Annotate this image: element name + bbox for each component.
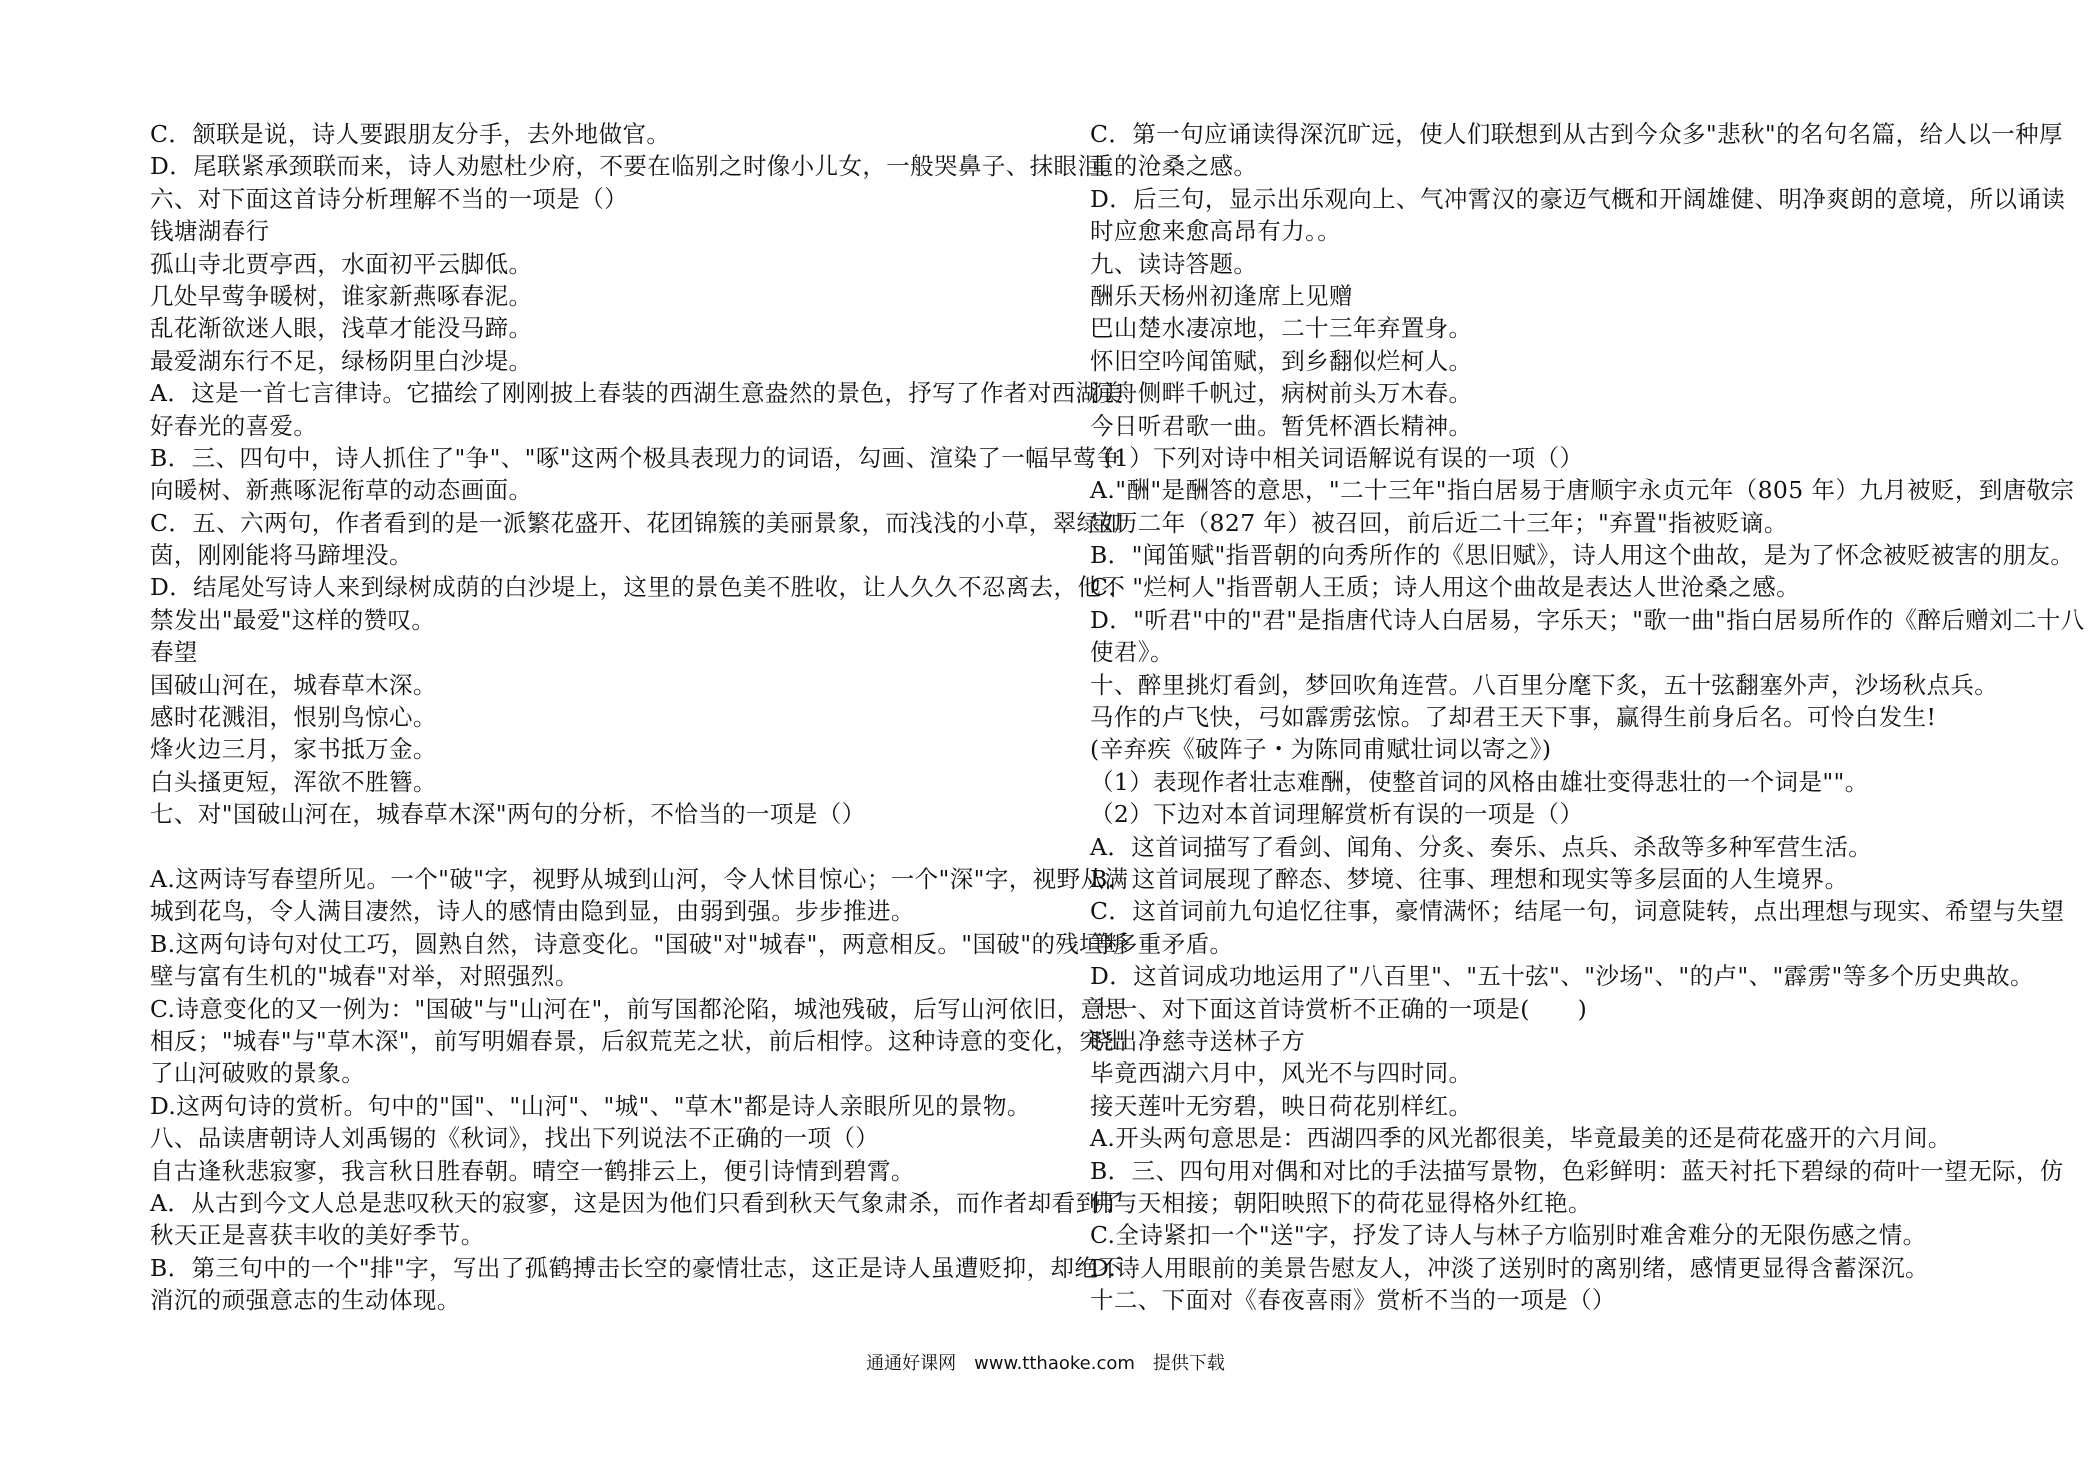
text-line: 酬乐天杨州初逢席上见赠 — [1090, 281, 1353, 310]
text-line: D．这首词成功地运用了"八百里"、"五十弦"、"沙场"、"的卢"、"霹雳"等多个历史典故。 — [1090, 962, 2034, 991]
text-line: 好春光的喜爱。 — [150, 411, 318, 440]
text-line: （1）下列对诗中相关词语解说有误的一项（） — [1090, 443, 1584, 472]
text-line: 巴山楚水凄凉地，二十三年弃置身。 — [1090, 314, 1473, 343]
text-line: 晓出净慈寺送林子方 — [1090, 1026, 1306, 1055]
blank-line — [150, 831, 1045, 863]
text-line: 时应愈来愈高昂有力。。 — [1090, 217, 1342, 246]
text-line: D．结尾处写诗人来到绿树成荫的白沙堤上，这里的景色美不胜收，让人久久不忍离去，他不 — [150, 573, 1126, 602]
text-line: C.全诗紧扣一个"送"字，抒发了诗人与林子方临别时难舍难分的无限伤感之情。 — [1090, 1221, 1927, 1250]
text-line: 沉舟侧畔千帆过，病树前头万木春。 — [1090, 379, 1473, 408]
text-line: 国破山河在，城春草木深。 — [150, 670, 437, 699]
text-line: B．三、四句用对偶和对比的手法描写景物，色彩鲜明：蓝天衬托下碧绿的荷叶一望无际，仿 — [1090, 1156, 2064, 1185]
text-line: C．"烂柯人"指晋朝人王质；诗人用这个曲故是表达人世沧桑之感。 — [1090, 573, 1800, 602]
left-column — [150, 118, 1129, 1316]
text-line: C．五、六两句，作者看到的是一派繁花盛开、花团锦簇的美丽景象，而浅浅的小草，翠绿如 — [150, 508, 1125, 537]
text-line: 毕竟西湖六月中，风光不与四时同。 — [1090, 1059, 1473, 1088]
text-line: B．三、四句中，诗人抓住了"争"、"啄"这两个极具表现力的词语，勾画、渲染了一幅早莺争 — [150, 443, 1121, 472]
text-line: B.这两句诗句对仗工巧，圆熟自然，诗意变化。"国破"对"城春"，两意相反。"国破"的残垣断 — [150, 929, 1128, 958]
text-line: A.这两诗写春望所见。一个"破"字，视野从城到山河，令人怵目惊心；一个"深"字，视野从满 — [150, 864, 1129, 893]
text-line: C.诗意变化的又一例为："国破"与"山河在"，前写国都沦陷，城池残破，后写山河依旧，意思 — [150, 994, 1129, 1023]
text-line: 十一、对下面这首诗赏析不正确的一项是( ) — [1090, 994, 1588, 1023]
text-line: 乱花渐欲迷人眼，浅草才能没马蹄。 — [150, 314, 533, 343]
text-line: 接天莲叶无穷碧，映日荷花别样红。 — [1090, 1091, 1473, 1120]
text-line: 秋天正是喜获丰收的美好季节。 — [150, 1221, 485, 1250]
text-line: 几处早莺争暖树，谁家新燕啄春泥。 — [150, 281, 533, 310]
text-line: C．颔联是说，诗人要跟朋友分手，去外地做官。 — [150, 120, 671, 148]
text-line: 钱塘湖春行 — [150, 217, 270, 246]
text-line: D．尾联紧承颈联而来，诗人劝慰杜少府，不要在临别之时像小儿女，一般哭鼻子、抹眼泪。 — [150, 152, 1126, 181]
text-line: 六、对下面这首诗分析理解不当的一项是（） — [150, 184, 628, 213]
text-line: A.开头两句意思是：西湖四季的风光都很美，毕竟最美的还是荷花盛开的六月间。 — [1090, 1124, 1952, 1153]
text-line: 等多重矛盾。 — [1090, 929, 1234, 958]
text-line: (辛弃疾《破阵子・为陈同甫赋壮词以寄之》) — [1090, 735, 1552, 764]
text-line: A．这首词描写了看剑、闻角、分炙、奏乐、点兵、杀敌等多种军营生活。 — [1090, 832, 1873, 861]
text-line: 白头搔更短，浑欲不胜簪。 — [150, 767, 437, 796]
text-line: 宝历二年（827 年）被召回，前后近二十三年；"弃置"指被贬谪。 — [1090, 508, 1788, 537]
text-line: 茵，刚刚能将马蹄埋没。 — [150, 541, 413, 570]
text-line: 使君》。 — [1090, 638, 1174, 667]
text-line: （1）表现作者壮志难酬，使整首词的风格由雄壮变得悲壮的一个词是""。 — [1090, 767, 1869, 796]
text-line: 十二、下面对《春夜喜雨》赏析不当的一项是（） — [1090, 1286, 1616, 1315]
text-line: 重的沧桑之感。 — [1090, 152, 1258, 181]
text-line: 七、对"国破山河在，城春草木深"两句的分析，不恰当的一项是（） — [150, 800, 866, 829]
text-line: B．这首词展现了醉态、梦境、往事、理想和现实等多层面的人生境界。 — [1090, 864, 1849, 893]
text-line: 感时花溅泪，恨别鸟惊心。 — [150, 703, 437, 732]
right-column — [1090, 118, 2085, 1316]
text-line: 城到花鸟，令人满目凄然，诗人的感情由隐到显，由弱到强。步步推进。 — [150, 897, 915, 926]
text-line: A．从古到今文人总是悲叹秋天的寂寥，这是因为他们只看到秋天气象肃杀，而作者却看到了 — [150, 1188, 1124, 1217]
text-line: B．第三句中的一个"排"字，写出了孤鹤搏击长空的豪情壮志，这正是诗人虽遭贬抑，却绝不 — [150, 1253, 1123, 1282]
text-line: 壁与富有生机的"城春"对举，对照强烈。 — [150, 962, 579, 991]
text-line: D.这两句诗的赏析。句中的"国"、"山河"、"城"、"草木"都是诗人亲眼所见的景物。 — [150, 1091, 1031, 1120]
text-line: 今日听君歌一曲。暂凭杯酒长精神。 — [1090, 411, 1473, 440]
text-line: 烽火边三月，家书抵万金。 — [150, 735, 437, 764]
text-line: A．这是一首七言律诗。它描绘了刚刚披上春装的西湖生意盎然的景色，抒写了作者对西湖美 — [150, 379, 1124, 408]
text-line: C．第一句应诵读得深沉旷远，使人们联想到从古到今众多"悲秋"的名句名篇，给人以一种厚 — [1090, 120, 2063, 148]
page-footer: 通通好课网 www.tthaoke.com 提供下载 — [866, 1353, 1225, 1374]
text-line: （2）下边对本首词理解赏析有误的一项是（） — [1090, 800, 1584, 829]
text-line: A."酬"是酬答的意思，"二十三年"指白居易于唐顺宇永贞元年（805 年）九月被贬，到唐敬宗 — [1090, 476, 2075, 505]
text-line: 佛与天相接；朝阳映照下的荷花显得格外红艳。 — [1090, 1188, 1592, 1217]
text-line: 八、品读唐朝诗人刘禹锡的《秋词》，找出下列说法不正确的一项（） — [150, 1124, 880, 1153]
text-line: 马作的卢飞快，弓如霹雳弦惊。了却君王天下事，赢得生前身后名。可怜白发生! — [1090, 703, 1937, 732]
text-line: 孤山寺北贾亭西，水面初平云脚低。 — [150, 249, 533, 278]
text-line: 禁发出"最爱"这样的赞叹。 — [150, 605, 436, 634]
text-line: 十、醉里挑灯看剑，梦回吹角连营。八百里分麾下炙，五十弦翻塞外声，沙场秋点兵。 — [1090, 670, 1999, 699]
text-line: D.诗人用眼前的美景告慰友人，冲淡了送别时的离别绪，感情更显得含蓄深沉。 — [1090, 1253, 1929, 1282]
text-line: C．这首词前九句追忆往事，豪情满怀；结尾一句，词意陡转，点出理想与现实、希望与失望 — [1090, 897, 2065, 926]
text-line: B．"闻笛赋"指晋朝的向秀所作的《思旧赋》，诗人用这个曲故，是为了怀念被贬被害的朋友。 — [1090, 541, 2075, 570]
text-line: 相反；"城春"与"草木深"，前写明媚春景，后叙荒芜之状，前后相悖。这种诗意的变化，突出 — [150, 1026, 1127, 1055]
text-line: 消沉的顽强意志的生动体现。 — [150, 1286, 461, 1315]
text-line: D．后三句，显示出乐观向上、气冲霄汉的豪迈气概和开阔雄健、明净爽朗的意境，所以诵读 — [1090, 184, 2066, 213]
text-line: 了山河破败的景象。 — [150, 1059, 366, 1088]
text-line: 怀旧空吟闻笛赋，到乡翻似烂柯人。 — [1090, 346, 1473, 375]
text-line: 最爱湖东行不足，绿杨阴里白沙堤。 — [150, 346, 533, 375]
text-line: 九、读诗答题。 — [1090, 249, 1258, 278]
text-line: D．"听君"中的"君"是指唐代诗人白居易，字乐天；"歌一曲"指白居易所作的《醉后赠刘二十八 — [1090, 605, 2085, 634]
text-line: 春望 — [150, 638, 198, 667]
text-line: 自古逢秋悲寂寥，我言秋日胜春朝。晴空一鹤排云上，便引诗情到碧霄。 — [150, 1156, 915, 1185]
text-line: 向暖树、新燕啄泥衔草的动态画面。 — [150, 476, 533, 505]
